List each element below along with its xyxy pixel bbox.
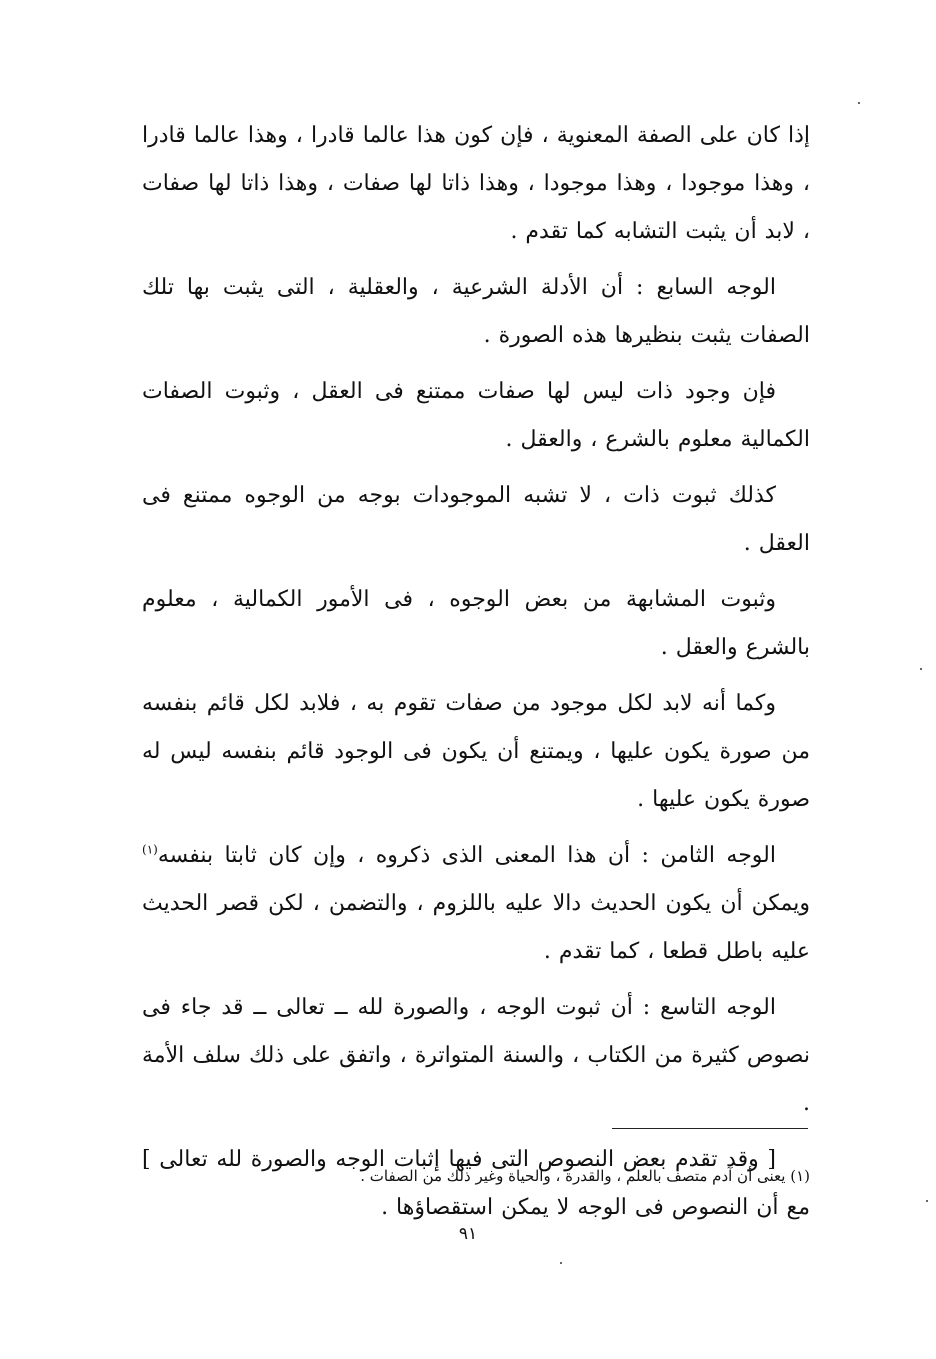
footnote-separator bbox=[612, 1128, 808, 1129]
paragraph: وثبوت المشابهة من بعض الوجوه ، فى الأمور الكمالية ، معلوم بالشرع والعقل . bbox=[142, 587, 810, 660]
paragraph: الوجه السابع : أن الأدلة الشرعية ، والعقلية ، التى يثبت بها تلك الصفات يثبت بنظيرها هذه الصورة . bbox=[142, 275, 810, 348]
scan-speck bbox=[858, 102, 860, 104]
scan-speck bbox=[926, 1200, 928, 1202]
scan-speck bbox=[920, 668, 922, 670]
paragraph-eighth-aspect bbox=[142, 832, 810, 976]
paragraph: فإن وجود ذات ليس لها صفات ممتنع فى العقل ، وثبوت الصفات الكمالية معلوم بالشرع ، والعقل . bbox=[142, 379, 810, 452]
footnote: (١) يعنى أن آدم متصف بالعلم ، والقدرة ، والحياة وغير ذلك من الصفات . bbox=[360, 1167, 810, 1185]
paragraph-text: الوجه الثامن : أن هذا المعنى الذى ذكروه ، وإن كان ثابتا بنفسه bbox=[157, 843, 776, 868]
paragraph: كذلك ثبوت ذات ، لا تشبه الموجودات بوجه من الوجوه ممتنع فى العقل . bbox=[142, 483, 810, 556]
scan-speck bbox=[560, 1262, 562, 1264]
footnote-reference[interactable]: (١) bbox=[142, 842, 158, 857]
page-number: ٩١ bbox=[458, 1224, 478, 1244]
paragraph: وكما أنه لابد لكل موجود من صفات تقوم به ، فلابد لكل قائم بنفسه من صورة يكون عليها ، ويمتنع أن يكون فى الوجود قائم بنفسه ليس له صورة يكون عليها . bbox=[142, 691, 810, 812]
paragraph-editorial-insert: [ وقد تقدم بعض النصوص التى فيها إثبات الوجه والصورة لله تعالى ] مع أن النصوص فى الوجه لا يمكن استقصاؤها . bbox=[142, 1147, 810, 1220]
main-text bbox=[142, 112, 810, 1240]
paragraph-text: ويمكن أن يكون الحديث دالا عليه باللزوم ، والتضمن ، لكن قصر الحديث عليه باطل قطعا ، كما تقدم . bbox=[142, 891, 810, 964]
paragraph-ninth-aspect: الوجه التاسع : أن ثبوت الوجه ، والصورة لله ــ تعالى ــ قد جاء فى نصوص كثيرة من الكتاب ، والسنة المتواترة ، واتفق على ذلك سلف الأمة . bbox=[142, 995, 810, 1116]
paragraph: إذا كان على الصفة المعنوية ، فإن كون هذا عالما قادرا ، وهذا عالما قادرا ، وهذا موجودا ، وهذا موجودا ، وهذا ذاتا لها صفات ، وهذا ذاتا لها صفات ، لابد أن يثبت التشابه كما تقدم . bbox=[142, 123, 810, 244]
